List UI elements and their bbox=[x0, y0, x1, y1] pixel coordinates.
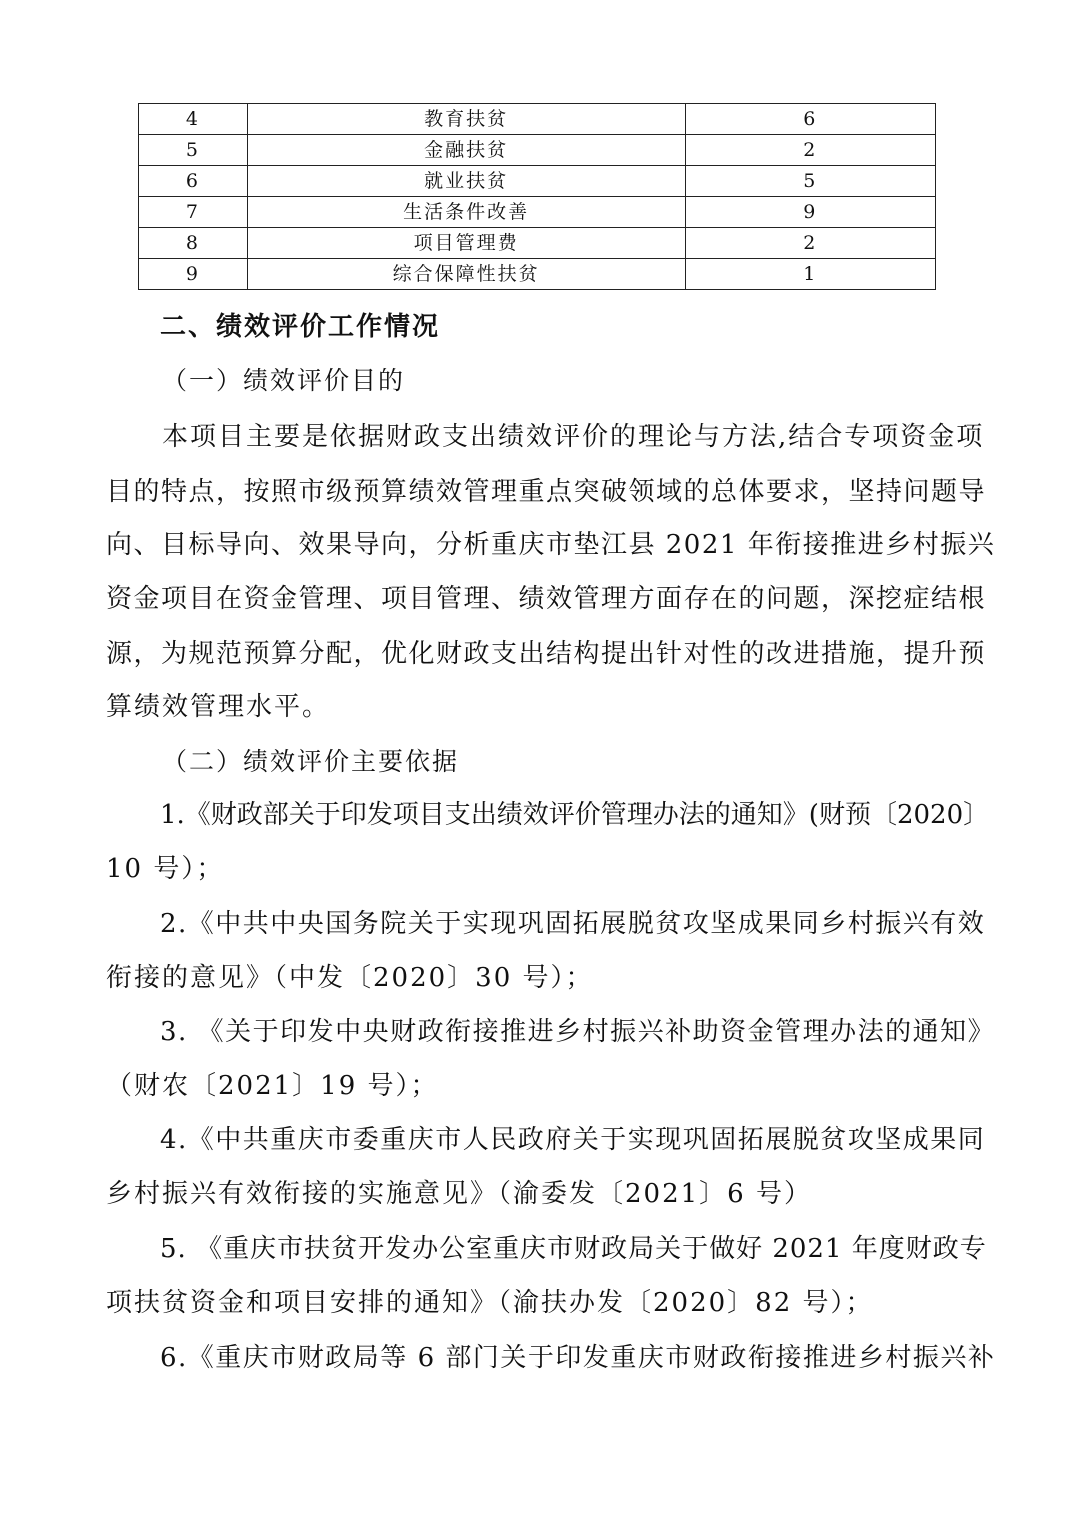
row-count: 2 bbox=[685, 228, 935, 259]
row-item: 项目管理费 bbox=[247, 228, 685, 259]
table-row bbox=[139, 166, 936, 197]
table-row bbox=[139, 104, 936, 135]
row-count: 9 bbox=[685, 197, 935, 228]
row-number: 8 bbox=[139, 228, 248, 259]
table-row bbox=[139, 197, 936, 228]
row-item: 就业扶贫 bbox=[247, 166, 685, 197]
reference-line: 衔接的意见》（中发〔2020〕30 号）； bbox=[106, 963, 594, 993]
subsection-heading-basis: （二）绩效评价主要依据 bbox=[162, 747, 460, 776]
paragraph-line: 本项目主要是依据财政支出绩效评价的理论与方法,结合专项资金项 bbox=[162, 422, 985, 452]
paragraph-line: 向、目标导向、效果导向，分析重庆市垫江县 2021 年衔接推进乡村振兴 bbox=[106, 530, 996, 560]
reference-line: 5. 《重庆市扶贫开发办公室重庆市财政局关于做好 2021 年度财政专 bbox=[160, 1234, 987, 1264]
row-item: 金融扶贫 bbox=[247, 135, 685, 166]
reference-line: 乡村振兴有效衔接的实施意见》（渝委发〔2021〕6 号） bbox=[106, 1179, 812, 1209]
reference-line: 项扶贫资金和项目安排的通知》（渝扶办发〔2020〕82 号）； bbox=[106, 1288, 874, 1318]
row-count: 6 bbox=[685, 104, 935, 135]
subsection-heading-purpose: （一）绩效评价目的 bbox=[162, 366, 406, 395]
row-item: 综合保障性扶贫 bbox=[247, 259, 685, 290]
row-item: 教育扶贫 bbox=[247, 104, 685, 135]
row-number: 5 bbox=[139, 135, 248, 166]
reference-line: 10 号）； bbox=[106, 854, 225, 884]
paragraph-line: 算绩效管理水平。 bbox=[106, 692, 331, 722]
row-item: 生活条件改善 bbox=[247, 197, 685, 228]
table-body bbox=[139, 104, 936, 290]
row-count: 1 bbox=[685, 259, 935, 290]
reference-line: 3. 《关于印发中央财政衔接推进乡村振兴补助资金管理办法的通知》 bbox=[160, 1017, 996, 1047]
paragraph-line: 源，为规范预算分配，优化财政支出结构提出针对性的改进措施，提升预 bbox=[106, 639, 987, 669]
row-number: 4 bbox=[139, 104, 248, 135]
reference-line: 6.《重庆市财政局等 6 部门关于印发重庆市财政衔接推进乡村振兴补 bbox=[160, 1343, 996, 1373]
reference-line: 1.《财政部关于印发项目支出绩效评价管理办法的通知》(财预〔2020〕 bbox=[160, 800, 990, 830]
row-number: 6 bbox=[139, 166, 248, 197]
row-count: 2 bbox=[685, 135, 935, 166]
project-category-table bbox=[138, 103, 936, 290]
section-heading: 二、绩效评价工作情况 bbox=[160, 312, 441, 342]
table-row bbox=[139, 228, 936, 259]
reference-line: （财农〔2021〕19 号）； bbox=[106, 1071, 439, 1101]
table-row bbox=[139, 259, 936, 290]
row-number: 7 bbox=[139, 197, 248, 228]
table-row bbox=[139, 135, 936, 166]
paragraph-line: 资金项目在资金管理、项目管理、绩效管理方面存在的问题，深挖症结根 bbox=[106, 584, 987, 614]
row-count: 5 bbox=[685, 166, 935, 197]
reference-line: 4.《中共重庆市委重庆市人民政府关于实现巩固拓展脱贫攻坚成果同 bbox=[160, 1125, 986, 1155]
row-number: 9 bbox=[139, 259, 248, 290]
reference-line: 2.《中共中央国务院关于实现巩固拓展脱贫攻坚成果同乡村振兴有效 bbox=[160, 909, 986, 939]
paragraph-line: 目的特点，按照市级预算绩效管理重点突破领域的总体要求，坚持问题导 bbox=[106, 477, 987, 507]
